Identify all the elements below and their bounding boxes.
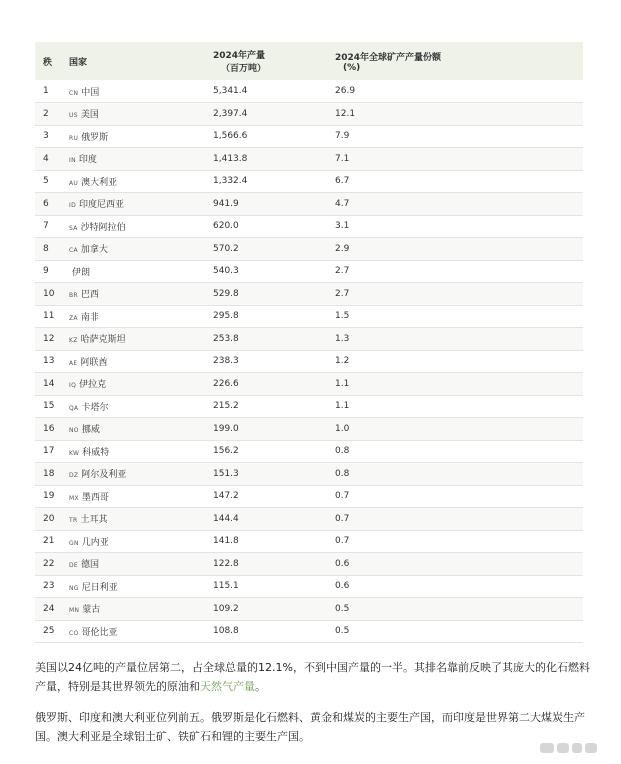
- cell-rank: 15: [43, 401, 55, 412]
- cell-country: [69, 350, 213, 373]
- cell-production: 1,566.6: [213, 131, 248, 142]
- table-row: [35, 575, 583, 598]
- cell-rank: 22: [43, 558, 55, 569]
- country-name: 哈萨克斯坦: [80, 335, 126, 346]
- cell-production: 570.2: [213, 243, 239, 254]
- country-code: ZA: [69, 314, 78, 322]
- cell-rank: 14: [43, 378, 55, 389]
- cell-rank: 9: [43, 266, 49, 277]
- table-row: [35, 463, 583, 486]
- cell-share: 7.1: [335, 153, 350, 164]
- country-name: 挪威: [81, 425, 100, 436]
- table-header-row: [35, 42, 583, 80]
- country-code: CO: [69, 629, 79, 637]
- cell-production: 1,413.8: [213, 153, 248, 164]
- cell-country: [69, 170, 213, 193]
- country-code: KZ: [69, 337, 78, 345]
- cell-share: 1.3: [335, 333, 350, 344]
- country-name: 中国: [81, 87, 100, 98]
- cell-production: 2,397.4: [213, 108, 248, 119]
- cell-share: 0.8: [335, 446, 350, 457]
- cell-country: [69, 395, 213, 418]
- cell-production: 144.4: [213, 513, 239, 524]
- cell-rank: 8: [43, 243, 49, 254]
- cell-country: [69, 148, 213, 171]
- cell-share: 0.7: [335, 491, 350, 502]
- country-name: 土耳其: [80, 515, 108, 526]
- cell-country: [69, 418, 213, 441]
- cell-production: 122.8: [213, 558, 239, 569]
- cell-country: [69, 620, 213, 643]
- cell-share: 0.5: [335, 603, 350, 614]
- country-code: QA: [69, 404, 79, 412]
- country-code: BR: [69, 292, 78, 300]
- country-code: AE: [69, 359, 78, 367]
- country-name: 阿联酋: [80, 357, 108, 368]
- natural-gas-link[interactable]: 天然气产量: [200, 680, 255, 693]
- cell-production: 1,332.4: [213, 176, 248, 187]
- cell-production: 5,341.4: [213, 86, 248, 96]
- cell-share: 2.7: [335, 288, 350, 299]
- cell-share: 12.1: [335, 108, 356, 119]
- table-row: [35, 125, 583, 148]
- cell-share: 0.7: [335, 513, 350, 524]
- cell-country: [69, 103, 213, 126]
- cell-rank: 20: [43, 513, 55, 524]
- cell-rank: 3: [43, 131, 49, 142]
- country-name: 澳大利亚: [81, 177, 118, 188]
- cell-rank: 23: [43, 581, 55, 592]
- cell-rank: 6: [43, 198, 49, 209]
- cell-production: 151.3: [213, 468, 239, 479]
- cell-rank: 13: [43, 356, 55, 367]
- cell-rank: 5: [43, 176, 49, 187]
- header-production: [213, 42, 335, 80]
- country-name: 墨西哥: [81, 492, 109, 503]
- mineral-production-table: [35, 42, 583, 643]
- cell-share: 0.7: [335, 536, 350, 547]
- country-code: ID: [69, 202, 76, 210]
- country-name: 德国: [81, 560, 100, 571]
- table-row: [35, 170, 583, 193]
- country-code: IN: [69, 157, 76, 165]
- cell-production: 108.8: [213, 626, 239, 637]
- cell-production: 253.8: [213, 333, 239, 344]
- cell-production: 156.2: [213, 446, 239, 457]
- header-rank: 秩: [43, 57, 53, 68]
- country-code: US: [69, 112, 78, 120]
- country-name: 印度: [78, 155, 97, 166]
- cell-rank: 7: [43, 221, 49, 232]
- table-row: [35, 598, 583, 621]
- paragraph-usa-end: 。: [255, 680, 266, 693]
- cell-country: [69, 575, 213, 598]
- cell-production: 141.8: [213, 536, 239, 547]
- country-code: DE: [69, 562, 79, 570]
- table-row: [35, 238, 583, 261]
- cell-share: 1.1: [335, 378, 350, 389]
- country-name: 阿尔及利亚: [81, 470, 127, 481]
- country-name: 伊朗: [72, 267, 91, 278]
- cell-rank: 21: [43, 536, 55, 547]
- table-row: [35, 215, 583, 238]
- table-row: [35, 328, 583, 351]
- table-row: [35, 103, 583, 126]
- cell-share: 26.9: [335, 86, 356, 96]
- cell-country: [69, 553, 213, 576]
- cell-production: 238.3: [213, 356, 239, 367]
- cell-country: [69, 328, 213, 351]
- cell-country: [69, 598, 213, 621]
- header-share: [335, 42, 583, 80]
- country-code: CA: [69, 247, 78, 255]
- table-row: [35, 350, 583, 373]
- header-country: 国家: [69, 57, 88, 68]
- cell-rank: 11: [43, 311, 55, 322]
- cell-country: [69, 283, 213, 306]
- cell-country: [69, 440, 213, 463]
- country-code: KW: [69, 449, 80, 457]
- cell-share: 0.6: [335, 581, 350, 592]
- table-row: [35, 193, 583, 216]
- cell-rank: 25: [43, 626, 55, 637]
- cell-production: 540.3: [213, 266, 239, 277]
- cell-production: 529.8: [213, 288, 239, 299]
- cell-rank: 19: [43, 491, 55, 502]
- cell-country: [69, 485, 213, 508]
- paragraph-top-five: 俄罗斯、印度和澳大利亚位列前五。俄罗斯是化石燃料、黄金和煤炭的主要生产国，而印度是世界第二大煤炭生产国。澳大利亚是全球铝土矿、铁矿石和锂的主要生产国。: [35, 711, 585, 743]
- cell-country: [69, 508, 213, 531]
- table-row: [35, 373, 583, 396]
- cell-country: [69, 215, 213, 238]
- header-production-line1: 2024年产量: [213, 51, 266, 61]
- cell-production: 226.6: [213, 378, 239, 389]
- country-code: DZ: [69, 472, 79, 480]
- country-name: 几内亚: [81, 537, 109, 548]
- cell-share: 1.5: [335, 311, 350, 322]
- cell-rank: 1: [43, 86, 49, 96]
- paragraph-usa: [35, 658, 590, 696]
- cell-country: [69, 193, 213, 216]
- table-row: [35, 305, 583, 328]
- country-name: 尼日利亚: [81, 582, 118, 593]
- cell-share: 4.7: [335, 198, 350, 209]
- country-name: 加拿大: [80, 245, 108, 256]
- table-row: [35, 485, 583, 508]
- country-code: IQ: [69, 382, 77, 390]
- cell-country: [69, 530, 213, 553]
- cell-country: [69, 260, 213, 283]
- table-row: [35, 148, 583, 171]
- country-code: NG: [69, 584, 79, 592]
- country-code: GN: [69, 539, 79, 547]
- cell-share: 0.8: [335, 468, 350, 479]
- cell-rank: 18: [43, 468, 55, 479]
- cell-rank: 4: [43, 153, 49, 164]
- cell-share: 1.2: [335, 356, 350, 367]
- country-name: 伊拉克: [79, 380, 107, 391]
- cell-share: 0.6: [335, 558, 350, 569]
- cell-rank: 17: [43, 446, 55, 457]
- paragraph-usa-text: 美国以24亿吨的产量位居第二，占全球总量的12.1%，不到中国产量的一半。其排名靠前反映了其庞大的化石燃料产量，特别是其世界领先的原油和: [35, 661, 590, 693]
- cell-share: 1.1: [335, 401, 350, 412]
- cell-share: 2.7: [335, 266, 350, 277]
- cell-share: 2.9: [335, 243, 350, 254]
- table-body: [35, 80, 583, 643]
- country-name: 蒙古: [82, 605, 101, 616]
- cell-production: 941.9: [213, 198, 239, 209]
- country-code: MX: [69, 494, 79, 502]
- country-name: 沙特阿拉伯: [80, 222, 126, 233]
- cell-country: [69, 80, 213, 103]
- country-name: 美国: [80, 110, 99, 121]
- cell-production: 295.8: [213, 311, 239, 322]
- cell-rank: 2: [43, 108, 49, 119]
- cell-country: [69, 463, 213, 486]
- country-name: 印度尼西亚: [79, 200, 125, 211]
- cell-share: 7.9: [335, 131, 350, 142]
- country-code: TR: [69, 517, 78, 525]
- header-production-line2: （百万吨）: [221, 64, 267, 74]
- header-share-line1: 2024年全球矿产产量份额: [335, 52, 442, 63]
- cell-production: 620.0: [213, 221, 239, 232]
- country-code: RU: [69, 134, 79, 142]
- country-name: 巴西: [80, 290, 99, 301]
- cell-share: 3.1: [335, 221, 350, 232]
- country-code: CN: [69, 89, 79, 97]
- country-code: NO: [69, 427, 79, 435]
- cell-production: 215.2: [213, 401, 239, 412]
- country-code: SA: [69, 224, 78, 232]
- table-row: [35, 418, 583, 441]
- cell-rank: 12: [43, 333, 55, 344]
- country-name: 科威特: [82, 447, 110, 458]
- country-name: 南非: [80, 312, 99, 323]
- table-row: [35, 553, 583, 576]
- cell-rank: 10: [43, 288, 55, 299]
- table-row: [35, 80, 583, 103]
- cell-country: [69, 373, 213, 396]
- country-code: MN: [69, 607, 80, 615]
- cell-production: 199.0: [213, 423, 239, 434]
- table-row: [35, 440, 583, 463]
- table-row: [35, 260, 583, 283]
- cell-country: [69, 238, 213, 261]
- country-name: 卡塔尔: [81, 402, 109, 413]
- cell-country: [69, 125, 213, 148]
- table-row: [35, 508, 583, 531]
- cell-share: 0.5: [335, 626, 350, 637]
- table-row: [35, 620, 583, 643]
- production-table-container: [35, 42, 583, 643]
- table-row: [35, 530, 583, 553]
- cell-rank: 16: [43, 423, 55, 434]
- cell-production: 109.2: [213, 603, 239, 614]
- table-row: [35, 283, 583, 306]
- cell-rank: 24: [43, 603, 55, 614]
- country-name: 哥伦比亚: [81, 627, 118, 638]
- table-row: [35, 395, 583, 418]
- country-name: 俄罗斯: [81, 132, 109, 143]
- cell-share: 1.0: [335, 423, 350, 434]
- watermark: [540, 738, 610, 754]
- cell-production: 147.2: [213, 491, 239, 502]
- cell-production: 115.1: [213, 581, 239, 592]
- country-code: AU: [69, 179, 79, 187]
- header-share-line2: (%): [343, 62, 361, 73]
- cell-country: [69, 305, 213, 328]
- cell-share: 6.7: [335, 176, 350, 187]
